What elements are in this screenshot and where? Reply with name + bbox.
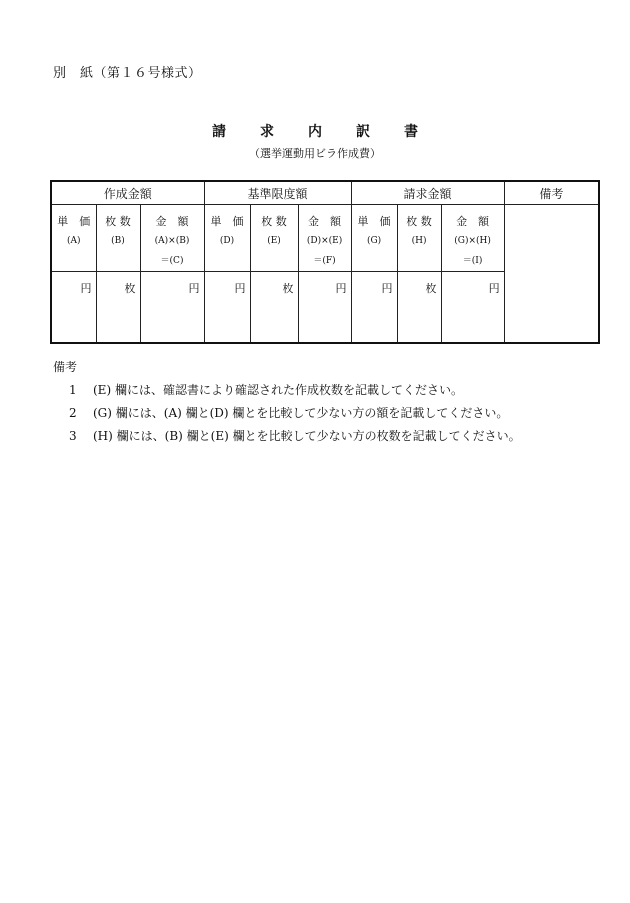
note-text: (H) 欄には、(B) 欄と(E) 欄とを比較して少ない方の枚数を記載してください。 bbox=[93, 429, 521, 443]
note-item bbox=[69, 404, 521, 421]
title-char: 請 bbox=[212, 124, 226, 140]
value-cell-quantity-h[interactable]: 枚 bbox=[397, 272, 441, 344]
sub-header-code: (H) bbox=[411, 236, 427, 246]
form-number-label: 別 紙（第１６号様式） bbox=[53, 66, 202, 81]
title-char: 求 bbox=[260, 124, 274, 140]
sub-header-code: (D)×(E) bbox=[306, 236, 343, 246]
sub-header-cell bbox=[441, 205, 504, 272]
sub-header-code-result: ＝(F) bbox=[313, 256, 336, 266]
value-cell-unit-price-a[interactable]: 円 bbox=[51, 272, 96, 344]
note-text: (G) 欄には、(A) 欄と(D) 欄とを比較して少ない方の額を記載してください。 bbox=[93, 406, 509, 420]
note-number: 3 bbox=[69, 429, 77, 443]
notes-title: 備考 bbox=[53, 360, 78, 374]
title-char: 内 bbox=[308, 124, 322, 140]
sub-header-label: 単 価 bbox=[210, 215, 244, 228]
sub-header-label: 枚 数 bbox=[105, 215, 131, 228]
sub-header-label: 金 額 bbox=[456, 215, 490, 228]
note-text: (E) 欄には、確認書により確認された作成枚数を記載してください。 bbox=[93, 383, 463, 397]
sub-header-cell bbox=[397, 205, 441, 272]
sub-header-label: 金 額 bbox=[308, 215, 342, 228]
sub-header-cell bbox=[351, 205, 397, 272]
note-number: 2 bbox=[69, 406, 77, 420]
document-subtitle: （選挙運動用ビラ作成費） bbox=[249, 147, 381, 160]
note-item bbox=[69, 427, 521, 444]
sub-header-code: (G)×(H) bbox=[454, 236, 491, 246]
sub-header-label: 枚 数 bbox=[406, 215, 432, 228]
sub-header-cell bbox=[96, 205, 140, 272]
value-cell-quantity-e[interactable]: 枚 bbox=[250, 272, 298, 344]
sub-header-code: (A) bbox=[66, 236, 81, 246]
sub-header-cell bbox=[140, 205, 204, 272]
sub-header-cell bbox=[51, 205, 96, 272]
notes-section bbox=[53, 358, 521, 450]
note-item bbox=[69, 381, 521, 398]
sub-header-label: 金 額 bbox=[155, 215, 189, 228]
value-cell-quantity-b[interactable]: 枚 bbox=[96, 272, 140, 344]
sub-header-cell bbox=[298, 205, 351, 272]
value-cell-amount-f[interactable]: 円 bbox=[298, 272, 351, 344]
sub-header-code: (G) bbox=[366, 236, 382, 246]
sub-header-label: 単 価 bbox=[57, 215, 91, 228]
sub-header-cell bbox=[250, 205, 298, 272]
sub-header-label: 単 価 bbox=[357, 215, 391, 228]
value-cell-unit-price-g[interactable]: 円 bbox=[351, 272, 397, 344]
note-number: 1 bbox=[69, 383, 77, 397]
title-char: 訳 bbox=[356, 124, 370, 140]
sub-header-code: (E) bbox=[267, 236, 281, 246]
billing-breakdown-table bbox=[50, 180, 600, 344]
sub-header-cell bbox=[204, 205, 250, 272]
title-char: 書 bbox=[404, 124, 418, 140]
group-header-production-amount: 作成金額 bbox=[51, 181, 204, 205]
value-cell-unit-price-d[interactable]: 円 bbox=[204, 272, 250, 344]
sub-header-label: 枚 数 bbox=[261, 215, 287, 228]
group-header-remarks: 備考 bbox=[504, 181, 599, 205]
value-cell-amount-c[interactable]: 円 bbox=[140, 272, 204, 344]
sub-header-code-result: ＝(I) bbox=[462, 256, 483, 266]
document-title bbox=[0, 121, 630, 141]
value-cell-amount-i[interactable]: 円 bbox=[441, 272, 504, 344]
remarks-cell[interactable] bbox=[504, 205, 599, 344]
group-header-claim-amount: 請求金額 bbox=[351, 181, 504, 205]
sub-header-code-result: ＝(C) bbox=[160, 256, 184, 266]
sub-header-code: (A)×(B) bbox=[154, 236, 190, 246]
sub-header-code: (B) bbox=[111, 236, 125, 246]
sub-header-code: (D) bbox=[219, 236, 235, 246]
group-header-limit-amount: 基準限度額 bbox=[204, 181, 351, 205]
